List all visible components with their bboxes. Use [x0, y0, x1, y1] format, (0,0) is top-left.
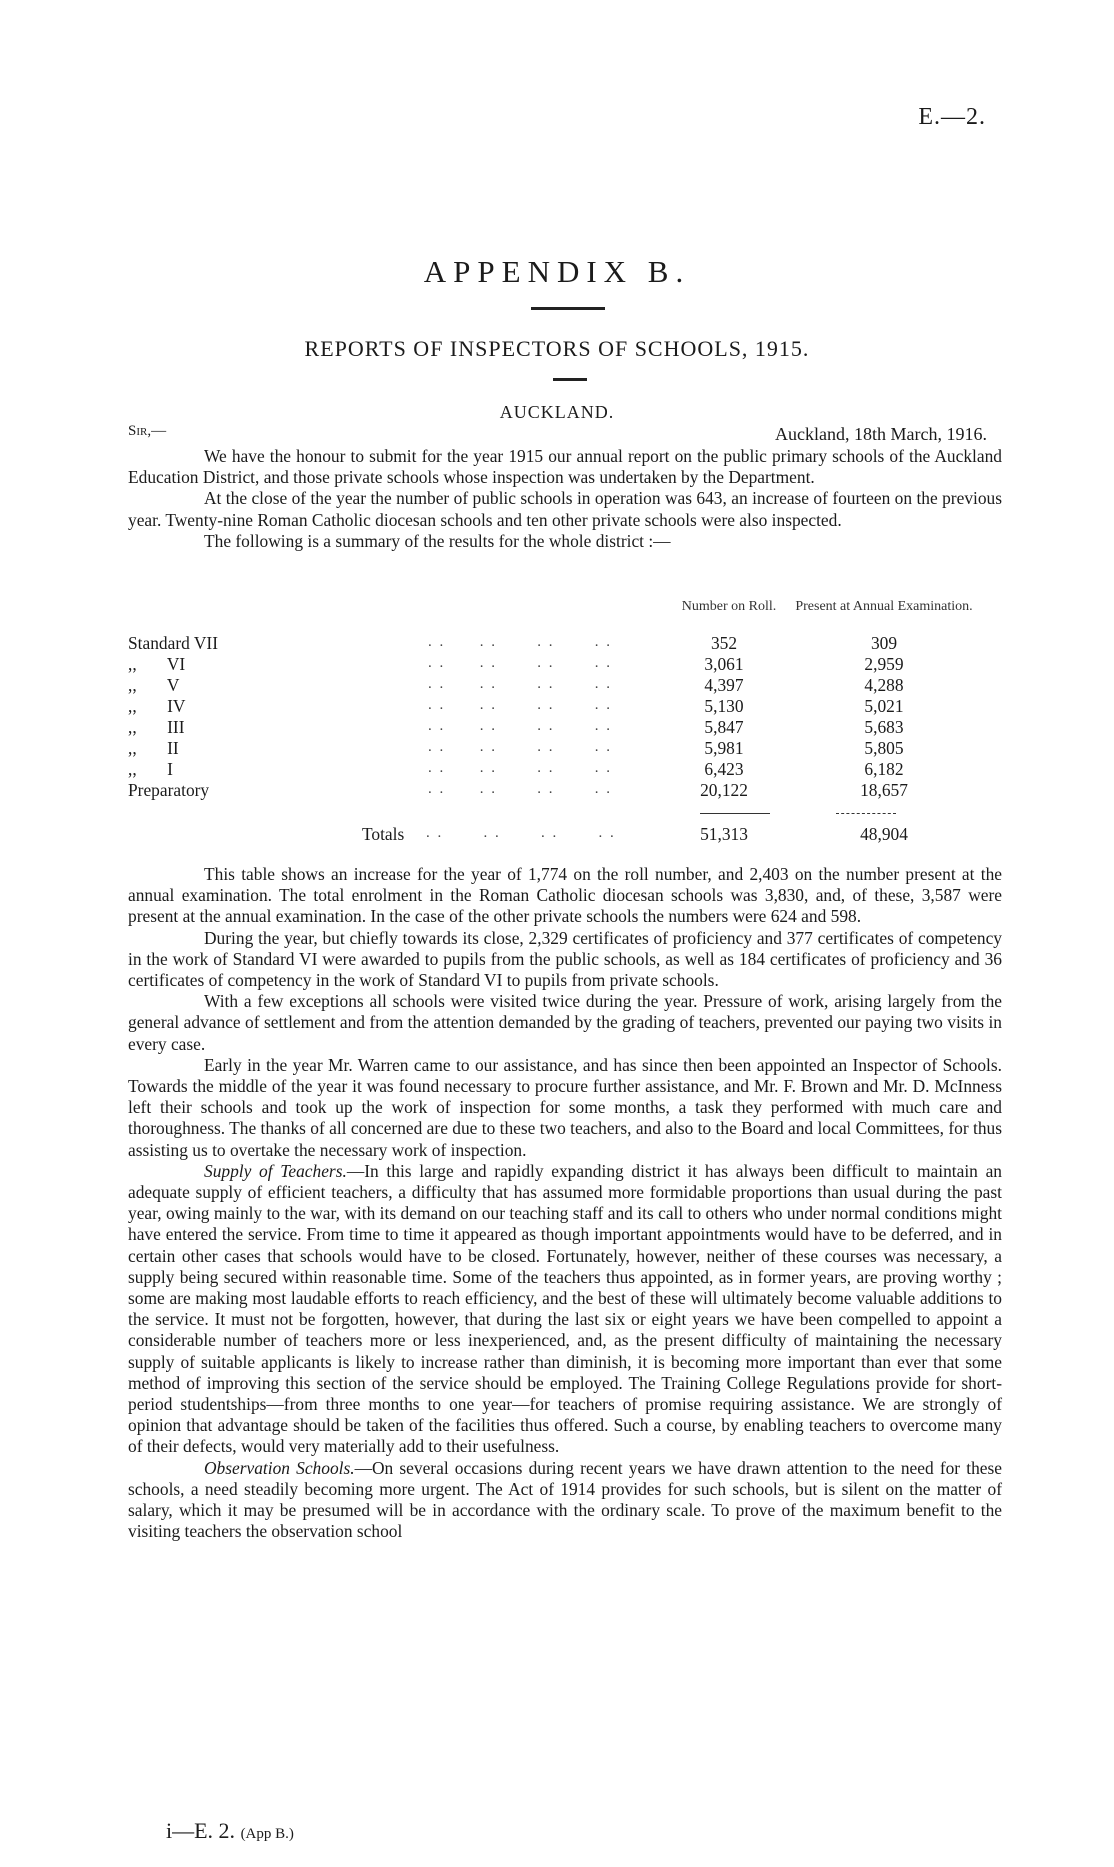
table-row: ,, V . . . . . . . . 4,397 4,288 [128, 675, 1002, 696]
page-reference: E.—2. [918, 104, 986, 130]
roll-value: 5,847 [704, 717, 744, 737]
footer-mark: i—E. 2. [166, 1818, 236, 1843]
paragraph: The following is a summary of the results for the whole district :— [204, 530, 671, 551]
table-row: ,, II . . . . . . . . 5,981 5,805 [128, 738, 1002, 759]
section-text: —In this large and rapidly expanding district it has always been difficult to maintain an adequate supply of efficient teachers, a difficulty that has assumed more formidable proportions than usual during the past year, owing mainly to the war, with its demand on our teaching staff and its call to others who under normal conditions might have entered the service. From time to time it appeared as though important appointments would have to be deferred, and in certain other cases that schools would have to be closed. Fortunately, however, neither of these courses was necessary, a supply being secured within reasonable time. Some of the teachers thus appointed, as in former years, are proving worthy ; some are making most laudable efforts to reach efficiency, and the best of these will ultimately become valuable additions to the service. It must not be forgotten, however, that during the last six or eight years we have been compelled to appoint a considerable number of teachers more or less inexperienced, and, as the present difficulty of maintaining the necessary supply of suitable applicants is likely to increase rather than diminish, it is becoming more important than ever that some method of improving this section of the service should be employed. The Training College Regulations provide for short-period studentships—from three months to one year—for teachers of promise requiring assistance. We are strongly of opinion that advantage should be taken of the facilities thus offered. Such a course, by enabling teachers to overcome many of their defects, would very materially add to their usefulness. [128, 1160, 1003, 1457]
roll-value: 6,423 [704, 759, 744, 779]
table-row: ,, I . . . . . . . . 6,423 6,182 [128, 759, 1002, 780]
present-value: 18,657 [860, 780, 908, 800]
present-value: 309 [870, 633, 898, 653]
district-heading: AUCKLAND. [499, 402, 615, 422]
row-label: ,, III [128, 717, 185, 737]
totals-rule [700, 813, 770, 814]
paragraph-supply-of-teachers [128, 1161, 1002, 1458]
roll-value: 4,397 [704, 675, 744, 695]
footer-sub: (App B.) [240, 1826, 294, 1842]
table-row: ,, IV . . . . . . . . 5,130 5,021 [128, 696, 1002, 717]
table-row: Standard VII . . . . . . . . 352 309 [128, 633, 1002, 654]
body-paragraphs [128, 864, 1002, 1543]
present-value: 2,959 [864, 654, 904, 674]
column-header-roll: Number on Roll. [681, 599, 777, 614]
paragraph: Early in the year Mr. Warren came to our assistance, and has since then been appointed an Inspector of Schools. Towards the middle of the year it was found necessary to procure further assistance, and Mr. F. Brown and Mr. D. McInness left their schools and took up the work of inspection for some months, a task they performed with much care and thoroughness. The thanks of all concerned are due to these two teachers, and also to the Board and local Committees, for thus assisting us to overtake the necessary work of inspection. [128, 1054, 1002, 1160]
totals-row: Totals . . . . . . . . 51,313 48,904 [128, 824, 1002, 845]
heading-rule [531, 307, 605, 310]
row-label: ,, VI [128, 654, 186, 674]
row-label: Preparatory [128, 780, 210, 800]
section-text: —On several occasions during recent years we have drawn attention to the need for these schools, a need steadily becoming more urgent. The Act of 1914 provides for such schools, but is silent on the matter of salary, which it may be presumed will be in accordance with the ordinary scale. To prove of the maximum benefit to the visiting teachers the observation school [128, 1457, 1002, 1542]
paragraph: During the year, but chiefly towards its close, 2,329 certificates of proficiency and 377 certificates of competency in the work of Standard VI were awarded to pupils from the public schools, as well as 184 certificates of proficiency and 36 certificates of competency in the work of Standard VI to pupils from private schools. [128, 927, 1002, 991]
section-heading: Observation Schools. [204, 1457, 355, 1478]
dateline: Auckland, 18th March, 1916. [775, 424, 987, 444]
section-heading: Supply of Teachers. [204, 1160, 347, 1181]
paragraph: With a few exceptions all schools were visited twice during the year. Pressure of work, arising largely from the general advance of settlement and from the attention demanded by the grading of teachers, prevented our paying two visits in every case. [128, 991, 1002, 1054]
paragraph: This table shows an increase for the year of 1,774 on the roll number, and 2,403 on the number present at the annual examination. The total enrolment in the Roman Catholic diocesan schools was 3,830, and, of these, 3,587 were present at the annual examination. In the case of the other private schools the numbers were 624 and 598. [128, 864, 1002, 927]
row-label: ,, IV [128, 696, 186, 716]
paragraph-observation-schools [128, 1458, 1002, 1543]
present-value: 5,021 [864, 696, 904, 716]
table-row: Preparatory . . . . . . . . 20,122 18,657 [128, 780, 1002, 801]
roll-total: 51,313 [700, 824, 748, 844]
row-label: Standard VII [128, 633, 218, 653]
appendix-heading: APPENDIX B. [423, 254, 691, 289]
paragraph: We have the honour to submit for the year 1915 our annual report on the public primary schools of the Auckland Education District, and those private schools whose inspection was undertaken by the Department. [128, 446, 1002, 488]
report-title: REPORTS OF INSPECTORS OF SCHOOLS, 1915. [304, 336, 810, 361]
row-label: ,, II [128, 738, 179, 758]
present-value: 5,805 [864, 738, 904, 758]
intro-paragraphs [128, 446, 1002, 552]
page-footer [166, 1818, 294, 1844]
row-label: ,, V [128, 675, 180, 695]
totals-rule [836, 813, 896, 814]
table-row: ,, VI . . . . . . . . 3,061 2,959 [128, 654, 1002, 675]
column-header-present: Present at Annual Examination. [795, 599, 973, 614]
paragraph: At the close of the year the number of public schools in operation was 643, an increase of fourteen on the previous year. Twenty-nine Roman Catholic diocesan schools and ten other private schools were also inspected. [128, 488, 1002, 530]
present-total: 48,904 [860, 824, 908, 844]
present-value: 6,182 [864, 759, 904, 779]
roll-value: 3,061 [704, 654, 744, 674]
roll-value: 5,981 [704, 738, 744, 758]
salutation: Sir,— [128, 423, 167, 439]
title-rule [553, 378, 587, 381]
roll-value: 352 [710, 633, 738, 653]
roll-value: 20,122 [700, 780, 748, 800]
totals-label: Totals [362, 824, 405, 844]
present-value: 5,683 [864, 717, 904, 737]
roll-value: 5,130 [704, 696, 744, 716]
row-label: ,, I [128, 759, 173, 779]
table-row: ,, III . . . . . . . . 5,847 5,683 [128, 717, 1002, 738]
present-value: 4,288 [864, 675, 904, 695]
